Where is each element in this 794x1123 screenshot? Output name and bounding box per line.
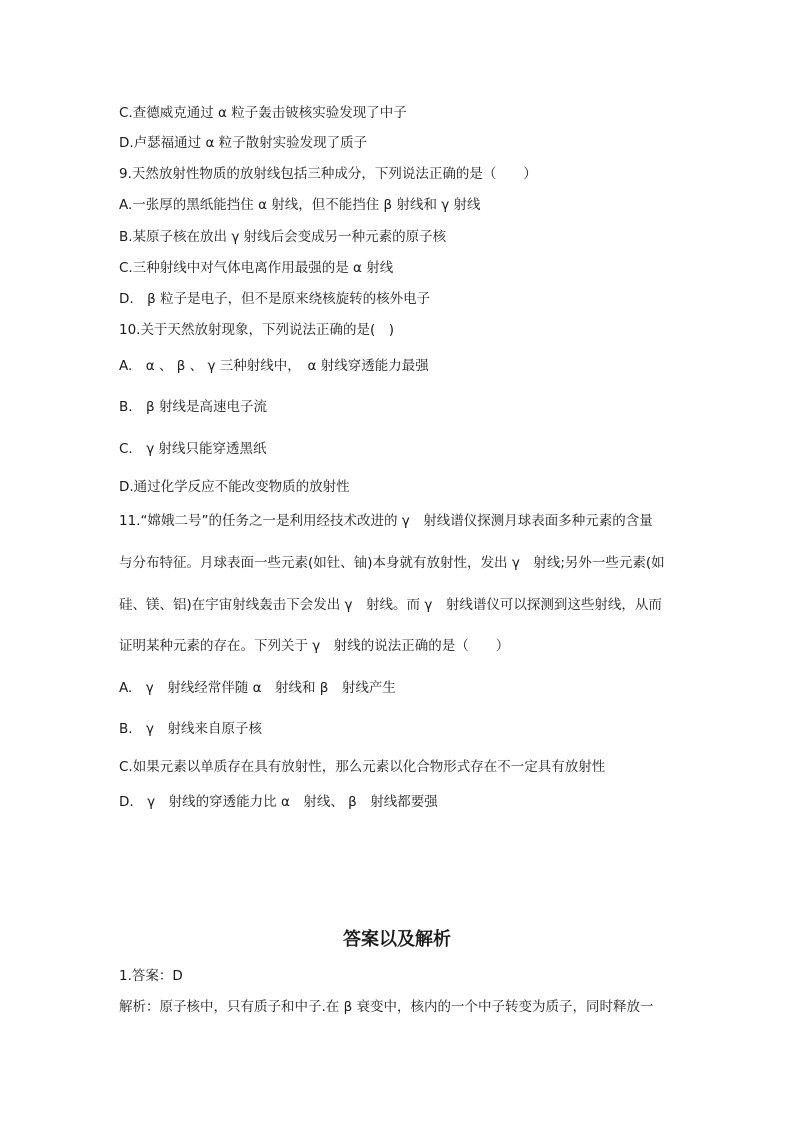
option-a-q9: A.一张厚的黑纸能挡住 α 射线，但不能挡住 β 射线和 γ 射线 [119,197,481,213]
option-c-q10: C. γ 射线只能穿透黑纸 [119,441,267,457]
option-a-q11: A. γ 射线经常伴随 α 射线和 β 射线产生 [119,680,396,696]
option-d-q10: D.通过化学反应不能改变物质的放射性 [119,479,350,495]
option-a-q10: A. α 、 β 、 γ 三种射线中， α 射线穿透能力最强 [119,358,429,374]
option-b-q10: B. β 射线是高速电子流 [119,399,267,415]
option-d-q8: D.卢瑟福通过 α 粒子散射实验发现了质子 [119,135,368,151]
question-9-stem: 9.天然放射性物质的放射线包括三种成分，下列说法正确的是（ ） [119,166,537,182]
question-11-stem-line-2: 与分布特征。月球表面一些元素(如钍、铀)本身就有放射性，发出 γ 射线;另外一些元素(如 [119,555,665,571]
option-d-q9: D. β 粒子是电子，但不是原来绕核旋转的核外电子 [119,291,431,307]
question-11-stem-line-3: 硅、镁、铝)在宇宙射线轰击下会发出 γ 射线。而 γ 射线谱仪可以探测到这些射线，从而 [119,597,662,613]
question-10-stem: 10.关于天然放射现象，下列说法正确的是( ) [119,322,395,338]
question-11-stem-line-4: 证明某种元素的存在。下列关于 γ 射线的说法正确的是（ ） [119,638,510,654]
answer-section-title: 答案以及解析 [343,929,451,950]
option-d-q11: D. γ 射线的穿透能力比 α 射线、 β 射线都要强 [119,794,438,810]
option-b-q9: B.某原子核在放出 γ 射线后会变成另一种元素的原子核 [119,229,447,245]
answer-1: 1.答案：D [119,968,183,984]
option-c-q9: C.三种射线中对气体电离作用最强的是 α 射线 [119,260,394,276]
option-c-q8: C.查德威克通过 α 粒子轰击铍核实验发现了中子 [119,105,407,121]
question-11-stem-line-1: 11.“嫦娥二号”的任务之一是利用经技术改进的 γ 射线谱仪探测月球表面多种元素的含量 [119,513,653,529]
explanation-1: 解析：原子核中，只有质子和中子.在 β 衰变中，核内的一个中子转变为质子，同时释放一 [119,999,654,1015]
option-c-q11: C.如果元素以单质存在具有放射性，那么元素以化合物形式存在不一定具有放射性 [119,759,606,775]
option-b-q11: B. γ 射线来自原子核 [119,721,263,737]
